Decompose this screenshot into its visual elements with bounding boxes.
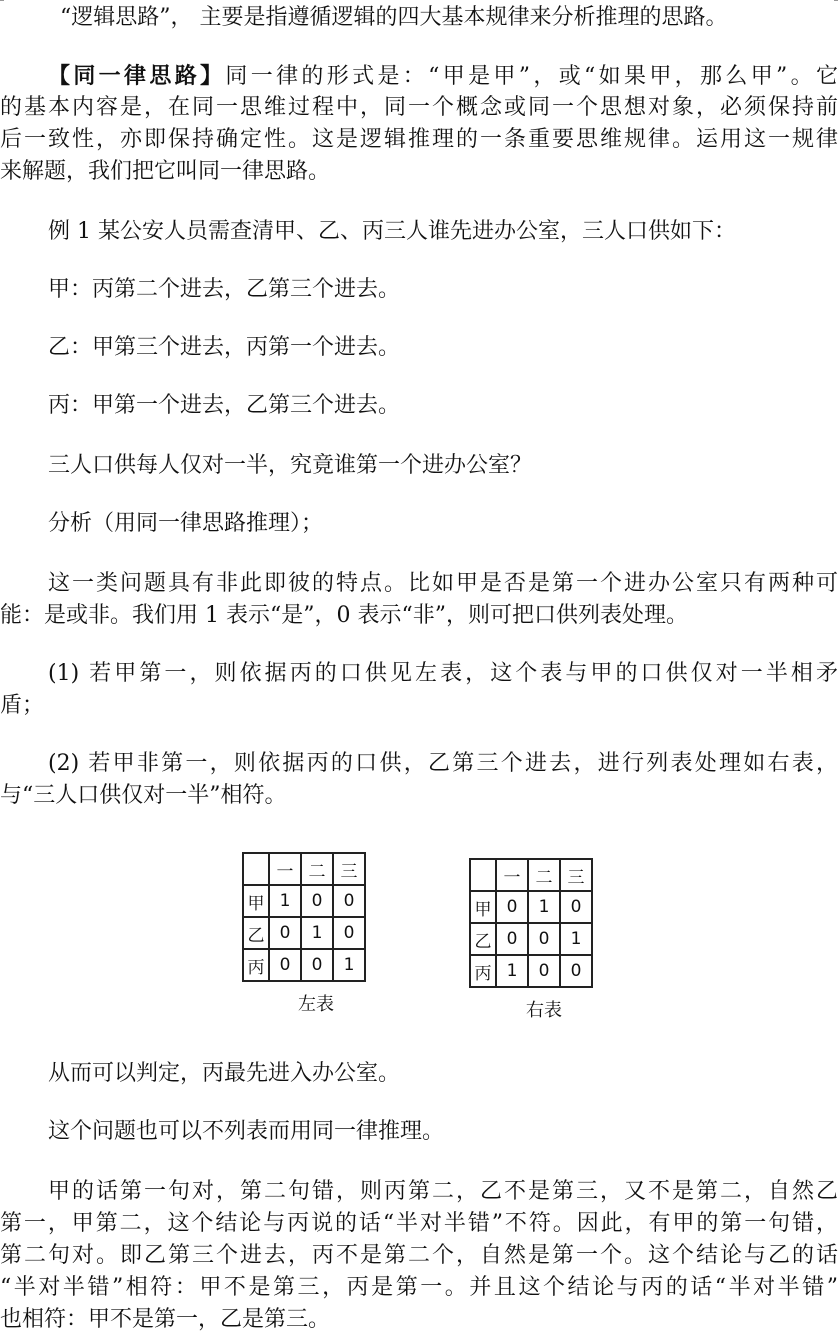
left-table-caption: 左表 [298,994,334,1015]
value-cell: 0 [301,949,333,981]
section-first-line [48,62,838,91]
header-cell: 一 [496,859,528,891]
case2-line-1: (2) 若甲非第一，则依据丙的口供，乙第三个进去，进行列表处理如右表， [48,751,838,776]
table-row [470,923,592,955]
page-corner-mark-right [834,0,838,5]
table-row [243,917,365,949]
value-cell: 1 [269,885,301,917]
analysis-para-line-2: 能：是或非。我们用 1 表示“是”，0 表示“非”，则可把口供列表处理。 [0,603,688,628]
value-cell: 1 [333,949,365,981]
statement-jia: 甲：丙第二个进去，乙第三个进去。 [48,277,401,302]
value-cell: 1 [528,891,560,923]
value-cell: 0 [333,885,365,917]
value-cell: 1 [301,917,333,949]
row-label-cell: 甲 [243,885,269,917]
reasoning-line-1: 甲的话第一句对，第二句错，则丙第二，乙不是第三，又不是第二，自然乙 [48,1179,838,1204]
right-table [469,858,593,988]
statement-yi: 乙：甲第三个进去，丙第一个进去。 [48,335,401,360]
conclusion-line-1: 从而可以判定，丙最先进入办公室。 [48,1061,401,1086]
row-label-cell: 甲 [470,891,496,923]
case1-line-2: 盾； [0,693,45,718]
value-cell: 0 [269,949,301,981]
row-label-cell: 丙 [470,955,496,987]
left-table [242,852,366,982]
value-cell: 0 [496,891,528,923]
section-line-2: 的基本内容是，在同一思维过程中，同一个概念或同一个思想对象，必须保持前 [0,95,838,120]
table-row [470,955,592,987]
value-cell: 0 [528,955,560,987]
table-row [243,885,365,917]
header-cell: 二 [301,853,333,885]
analysis-para-line-1: 这一类问题具有非此即彼的特点。比如甲是否是第一个进办公室只有两种可 [48,571,838,596]
value-cell: 0 [528,923,560,955]
value-cell: 0 [560,955,592,987]
section-first-line-text: 同一律的形式是：“甲是甲”，或“如果甲，那么甲”。它 [225,64,838,89]
example-question: 三人口供每人仅对一半，究竟谁第一个进办公室？ [48,453,533,478]
section-line-3: 后一致性，亦即保持确定性。这是逻辑推理的一条重要思维规律。运用这一规律 [0,127,838,152]
table-header-row [470,859,592,891]
value-cell: 1 [560,923,592,955]
value-cell: 0 [560,891,592,923]
table-corner-cell [243,853,269,885]
row-label-cell: 丙 [243,949,269,981]
section-line-4: 来解题，我们把它叫同一律思路。 [0,159,331,184]
case2-line-2: 与“三人口供仅对一半”相符。 [0,783,287,808]
reasoning-line-2: 第一，甲第二，这个结论与丙说的话“半对半错”不符。因此，有甲的第一句错， [0,1211,838,1236]
table-row [243,949,365,981]
right-table-caption: 右表 [526,1000,562,1021]
reasoning-line-3: 第二句对。即乙第三个进去，丙不是第二个，自然是第一个。这个结论与乙的话 [0,1243,838,1268]
value-cell: 0 [301,885,333,917]
header-cell: 三 [560,859,592,891]
case1-line-1: (1) 若甲第一，则依据丙的口供见左表，这个表与甲的口供仅对一半相矛 [48,661,838,686]
table-header-row [243,853,365,885]
section-heading: 【同一律思路】 [48,63,226,89]
row-label-cell: 乙 [470,923,496,955]
value-cell: 0 [269,917,301,949]
header-cell: 三 [333,853,365,885]
reasoning-line-5: 也相符：甲不是第一，乙是第三。 [0,1307,331,1332]
intro-line: “逻辑思路”， 主要是指遵循逻辑的四大基本规律来分析推理的思路。 [60,5,728,30]
page-corner-mark-left [0,0,4,5]
value-cell: 0 [333,917,365,949]
value-cell: 1 [496,955,528,987]
header-cell: 二 [528,859,560,891]
analysis-label: 分析（用同一律思路推理）； [48,511,324,536]
reasoning-line-4: “半对半错”相符：甲不是第三，丙是第一。并且这个结论与丙的话“半对半错” [0,1275,838,1300]
example-title: 例 1 某公安人员需查清甲、乙、丙三人谁先进办公室，三人口供如下： [48,219,736,244]
statement-bing: 丙：甲第一个进去，乙第三个进去。 [48,393,401,418]
conclusion-line-2: 这个问题也可以不列表而用同一律推理。 [48,1119,445,1144]
header-cell: 一 [269,853,301,885]
value-cell: 0 [496,923,528,955]
table-corner-cell [470,859,496,891]
table-row [470,891,592,923]
row-label-cell: 乙 [243,917,269,949]
